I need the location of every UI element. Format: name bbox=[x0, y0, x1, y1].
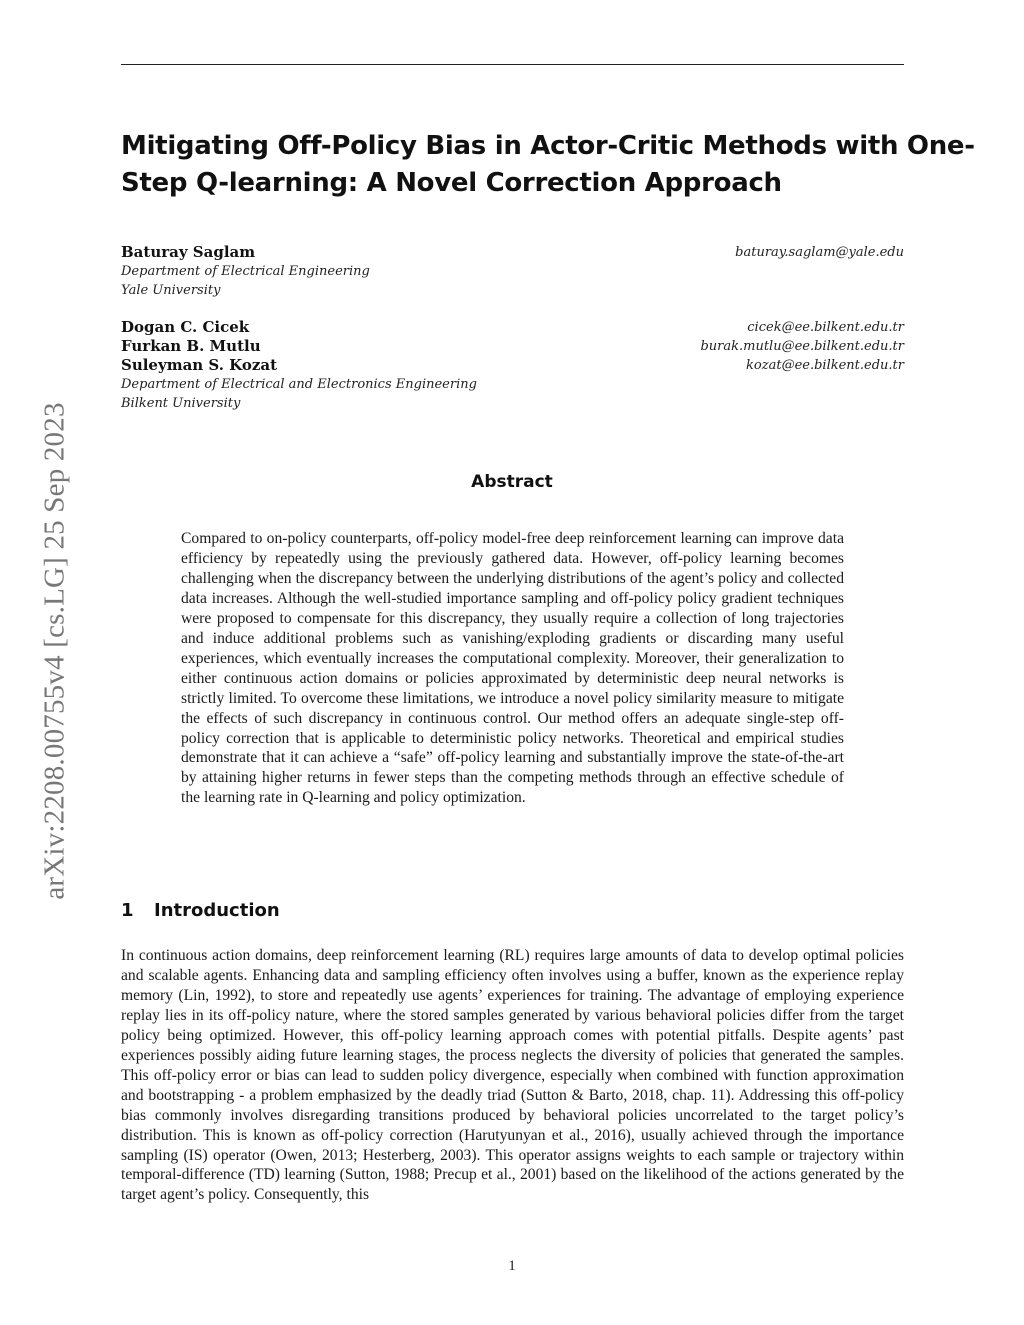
paper-title bbox=[121, 128, 975, 202]
top-rule bbox=[121, 64, 904, 65]
abstract-text: Compared to on-policy counterparts, off-policy model-free deep reinforcement learning can improve data efficiency by repeatedly using the previously gathered data. However, off-policy learning becomes challenging when the discrepancy between the underlying distributions of the agent’s policy and collected data increases. Although the well-studied importance sampling and off-policy policy gradient techniques were proposed to compensate for this discrepancy, they usually require a collection of long trajectories and induce additional problems such as vanishing/exploding gradients or discarding many useful experiences, which eventually increases the computational complexity. Moreover, their generalization to either continuous action domains or policies approximated by deterministic deep neural networks is strictly limited. To overcome these limitations, we introduce a novel policy similarity measure to mitigate the effects of such discrepancy in continuous control. Our method offers an adequate single-step off-policy correction that is applicable to deterministic policy networks. Theoretical and empirical studies demonstrate that it can achieve a “safe” off-policy learning and substantially improve the state-of-the-art by attaining higher returns in fewer steps than the competing methods through an effective schedule of the learning rate in Q-learning and policy optimization. bbox=[181, 530, 844, 807]
author-department: Department of Electrical Engineering bbox=[121, 264, 370, 279]
section-title: Introduction bbox=[154, 900, 280, 921]
author-name: Dogan C. Cicek bbox=[121, 318, 250, 336]
section-number: 1 bbox=[121, 900, 134, 921]
abstract-heading: Abstract bbox=[471, 472, 553, 492]
author-row bbox=[121, 318, 904, 337]
author-row bbox=[121, 356, 904, 375]
arxiv-stamp-text: arXiv:2208.00755v4 [cs.LG] 25 Sep 2023 bbox=[38, 402, 71, 900]
title-line-2: Step Q-learning: A Novel Correction Approach bbox=[121, 168, 782, 198]
section-heading bbox=[121, 900, 280, 921]
author-group-yale bbox=[121, 243, 904, 300]
arxiv-stamp bbox=[15, 356, 95, 946]
author-name: Baturay Saglam bbox=[121, 243, 256, 261]
author-group-bilkent bbox=[121, 318, 904, 413]
author-email[interactable]: burak.mutlu@ee.bilkent.edu.tr bbox=[700, 339, 904, 354]
author-row bbox=[121, 243, 904, 262]
page-number: 1 bbox=[508, 1258, 516, 1274]
title-line-1: Mitigating Off-Policy Bias in Actor-Critic Methods with One- bbox=[121, 131, 975, 161]
author-email[interactable]: baturay.saglam@yale.edu bbox=[735, 245, 904, 260]
author-name: Suleyman S. Kozat bbox=[121, 356, 278, 374]
author-university: Bilkent University bbox=[121, 396, 241, 411]
author-department: Department of Electrical and Electronics Engineering bbox=[121, 377, 477, 392]
introduction-text: In continuous action domains, deep reinforcement learning (RL) requires large amounts of data to develop optimal policies and scalable agents. Enhancing data and sampling efficiency often involves using a buffer, known as the experience replay memory (Lin, 1992), to store and repeatedly use agents’ experiences for training. The advantage of employing experience replay lies in its off-policy nature, where the stored samples generated by various behavioral policies differ from the target policy being optimized. However, this off-policy learning approach comes with potential pitfalls. Despite agents’ past experiences possibly aiding future learning stages, the process neglects the diversity of policies that generated the samples. This off-policy error or bias can lead to sudden policy divergence, especially when combined with function approximation and bootstrapping - a problem emphasized by the deadly triad (Sutton & Barto, 2018, chap. 11). Addressing this off-policy bias commonly involves disregarding transitions produced by behavioral policies uncorrelated to the target policy’s distribution. This is known as off-policy correction (Harutyunyan et al., 2016), usually achieved through the importance sampling (IS) operator (Owen, 2013; Hesterberg, 2003). This operator assigns weights to each sample or trajectory within temporal-difference (TD) learning (Sutton, 1988; Precup et al., 2001) based on the likelihood of the actions generated by the target agent’s policy. Consequently, this bbox=[121, 947, 904, 1204]
author-email[interactable]: kozat@ee.bilkent.edu.tr bbox=[746, 358, 904, 373]
author-row bbox=[121, 337, 904, 356]
author-name: Furkan B. Mutlu bbox=[121, 337, 261, 355]
author-email[interactable]: cicek@ee.bilkent.edu.tr bbox=[747, 320, 904, 335]
author-university: Yale University bbox=[121, 283, 221, 298]
